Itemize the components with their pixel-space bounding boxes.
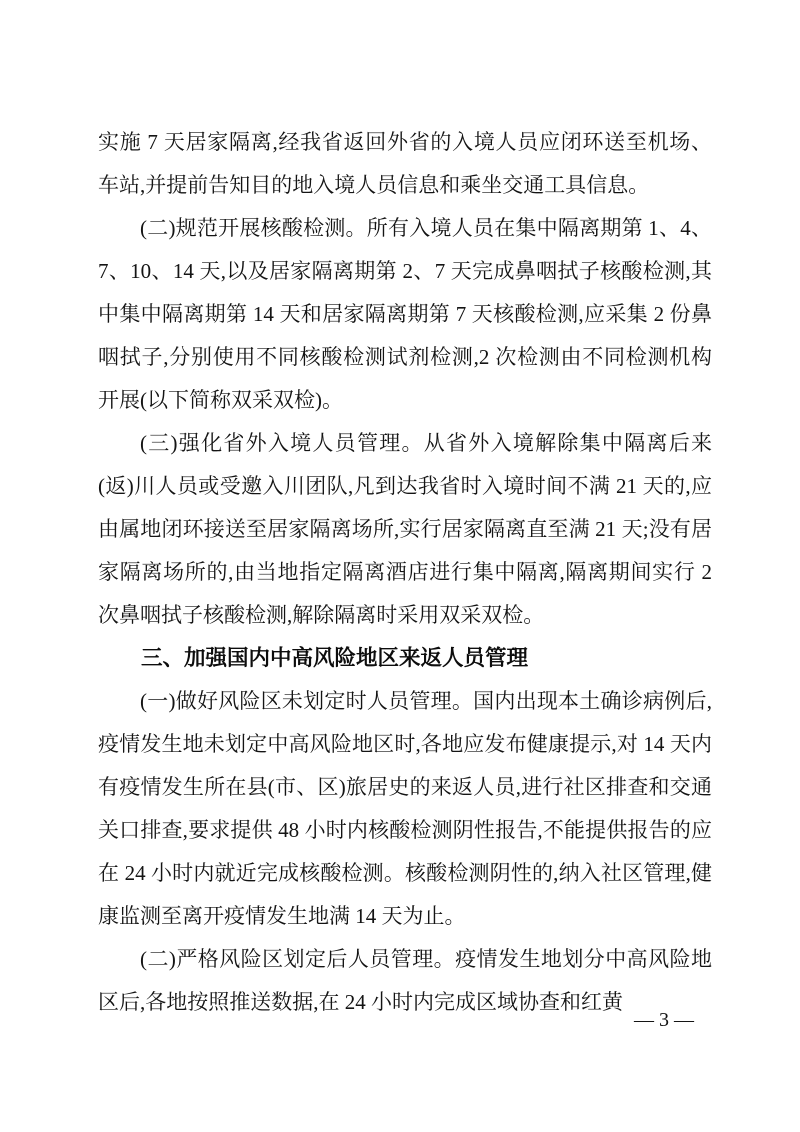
paragraph-lead: (二)规范开展核酸检测。	[140, 216, 367, 240]
paragraph	[98, 680, 712, 938]
paragraph	[98, 207, 712, 422]
paragraph-lead: (一)做好风险区未划定时人员管理。	[140, 689, 474, 713]
paragraph	[98, 938, 712, 1024]
document-body	[98, 121, 712, 1024]
paragraph-text: 疫情发生地划分中高风险地区后,各地按照推送数据,在 24 小时内完成区域协查和红黄	[98, 947, 712, 1014]
paragraph-lead: (二)严格风险区划定后人员管理。	[140, 947, 456, 971]
page-number: — 3 —	[634, 1009, 694, 1031]
paragraph-lead: (三)强化省外入境人员管理。	[140, 431, 424, 455]
paragraph-text: 从省外入境解除集中隔离后来(返)川人员或受邀入川团队,凡到达我省时入境时间不满 21 天的,应由属地闭环接送至居家隔离场所,实行居家隔离直至满 21 天;没有居家隔离场所的,由当地指定隔离酒店进行集中隔离,隔离期间实行 2 次鼻咽拭子核酸检测,解除隔离时采用双采双检。	[98, 431, 712, 627]
paragraph-text: 所有入境人员在集中隔离期第 1、4、7、10、14 天,以及居家隔离期第 2、7 天完成鼻咽拭子核酸检测,其中集中隔离期第 14 天和居家隔离期第 7 天核酸检测,应采集 2 份鼻咽拭子,分别使用不同核酸检测试剂检测,2 次检测由不同检测机构开展(以下简称双采双检)。	[98, 216, 712, 412]
paragraph-continuation: 实施 7 天居家隔离,经我省返回外省的入境人员应闭环送至机场、车站,并提前告知目的地入境人员信息和乘坐交通工具信息。	[98, 130, 712, 197]
section-heading: 三、加强国内中高风险地区来返人员管理	[141, 646, 529, 670]
paragraph	[98, 422, 712, 637]
paragraph-text: 国内出现本土确诊病例后,疫情发生地未划定中高风险地区时,各地应发布健康提示,对 14 天内有疫情发生所在县(市、区)旅居史的来返人员,进行社区排查和交通关口排查,要求提供 48 小时内核酸检测阴性报告,不能提供报告的应在 24 小时内就近完成核酸检测。核酸检测阴性的,纳入社区管理,健康监测至离开疫情发生地满 14 天为止。	[98, 689, 712, 928]
